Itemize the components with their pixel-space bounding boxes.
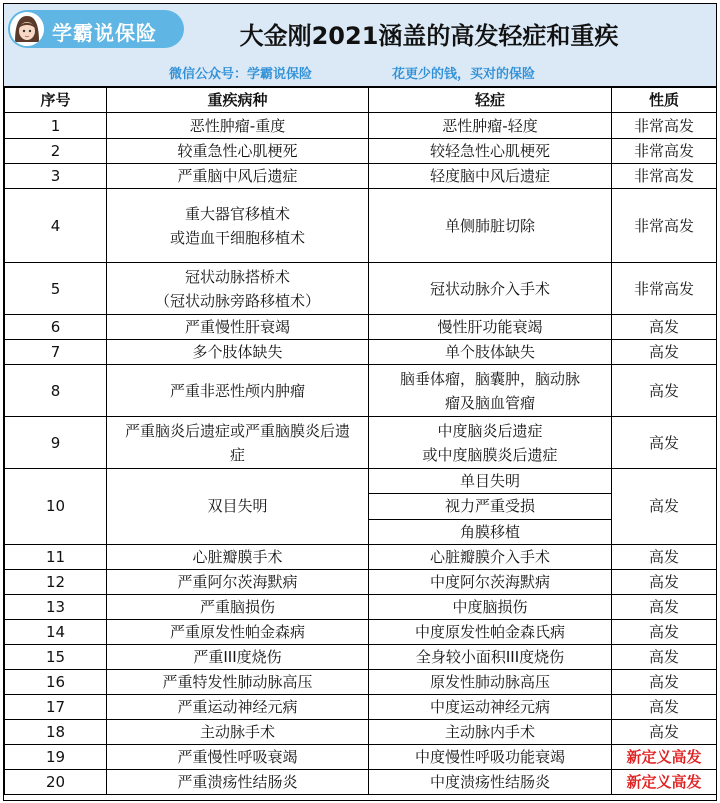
disease-table bbox=[4, 87, 717, 795]
table-row bbox=[5, 365, 717, 417]
table-row bbox=[5, 544, 717, 569]
major-disease-cell-line: 恶性肿瘤-重度 bbox=[189, 116, 286, 135]
major-disease-cell bbox=[107, 594, 369, 619]
major-disease-cell-line: 严重特发性肺动脉高压 bbox=[162, 672, 313, 691]
table-row bbox=[5, 594, 717, 619]
header-banner bbox=[4, 4, 716, 87]
mild-condition-cell-line: 中度溃疡性结肠炎 bbox=[429, 772, 550, 791]
mild-condition-cell bbox=[369, 164, 612, 189]
row-number: 11 bbox=[5, 544, 107, 569]
mild-condition-cell: 角膜移植 bbox=[369, 519, 612, 544]
mild-condition-cell-line: 中度原发性帕金森氏病 bbox=[414, 622, 565, 641]
major-disease-cell bbox=[107, 619, 369, 644]
nature-cell: 高发 bbox=[612, 315, 717, 340]
nature-cell: 高发 bbox=[612, 719, 717, 744]
mild-condition-cell bbox=[369, 544, 612, 569]
table-row bbox=[5, 719, 717, 744]
row-number: 12 bbox=[5, 569, 107, 594]
mild-condition-cell bbox=[369, 669, 612, 694]
nature-cell: 高发 bbox=[612, 544, 717, 569]
row-number: 3 bbox=[5, 164, 107, 189]
table-row bbox=[5, 469, 717, 494]
row-number: 19 bbox=[5, 744, 107, 769]
major-disease-cell-line: 严重III度烧伤 bbox=[193, 647, 282, 666]
mild-condition-cell bbox=[369, 644, 612, 669]
mild-condition-cell bbox=[369, 619, 612, 644]
mild-condition-cell bbox=[369, 189, 612, 263]
nature-cell: 高发 bbox=[612, 644, 717, 669]
major-disease-cell-line: 冠状动脉搭桥术 bbox=[184, 267, 290, 286]
major-disease-cell-line: 重大器官移植术 bbox=[184, 204, 290, 223]
mild-condition-cell-line: 原发性肺动脉高压 bbox=[429, 672, 550, 691]
mild-condition-cell-line: 中度脑损伤 bbox=[452, 597, 528, 616]
row-number: 17 bbox=[5, 694, 107, 719]
row-number: 10 bbox=[5, 469, 107, 545]
mild-condition-cell-line: 中度阿尔茨海默病 bbox=[429, 572, 550, 591]
mild-condition-cell bbox=[369, 694, 612, 719]
major-disease-cell-line: 或造血干细胞移植术 bbox=[169, 228, 305, 247]
major-disease-cell-line: 严重脑中风后遗症 bbox=[177, 167, 298, 185]
brand-logo-text: 学霸说保险 bbox=[52, 21, 157, 45]
cartoon-girl-avatar-icon bbox=[10, 12, 44, 46]
mild-condition-cell-line: 全身较小面积III度烧伤 bbox=[415, 647, 565, 666]
row-number: 16 bbox=[5, 669, 107, 694]
major-disease-cell bbox=[107, 569, 369, 594]
row-number: 13 bbox=[5, 594, 107, 619]
major-disease-cell-line: 较重急性心肌梗死 bbox=[177, 142, 298, 160]
major-disease-cell-line: 心脏瓣膜手术 bbox=[192, 547, 283, 566]
major-disease-cell bbox=[107, 164, 369, 189]
mild-condition-cell-line: 单个肢体缺失 bbox=[444, 343, 535, 361]
row-number: 8 bbox=[5, 365, 107, 417]
row-number: 4 bbox=[5, 189, 107, 263]
nature-cell: 高发 bbox=[612, 619, 717, 644]
major-disease-cell bbox=[107, 644, 369, 669]
major-disease-cell bbox=[107, 365, 369, 417]
major-disease-cell bbox=[107, 769, 369, 794]
row-number: 2 bbox=[5, 139, 107, 164]
mild-condition-cell-line: 脑垂体瘤，脑囊肿，脑动脉 bbox=[399, 369, 580, 388]
table-row bbox=[5, 139, 717, 164]
table-row bbox=[5, 113, 717, 139]
mild-condition-cell bbox=[369, 315, 612, 340]
mild-condition-cell-line: 瘤及脑血管瘤 bbox=[444, 393, 535, 412]
major-disease-cell bbox=[107, 744, 369, 769]
major-disease-cell-line: 严重脑炎后遗症或严重脑膜炎后遗 bbox=[124, 421, 350, 440]
major-disease-cell bbox=[107, 189, 369, 263]
row-number: 5 bbox=[5, 263, 107, 315]
mild-condition-cell-line: 恶性肿瘤-轻度 bbox=[442, 116, 538, 135]
table-row bbox=[5, 569, 717, 594]
major-disease-cell bbox=[107, 263, 369, 315]
major-disease-cell bbox=[107, 669, 369, 694]
major-disease-cell-line: 双目失明 bbox=[207, 497, 268, 516]
page-title: 大金刚2021涵盖的高发轻症和重疾 bbox=[239, 22, 619, 50]
table-row bbox=[5, 644, 717, 669]
mild-condition-cell-line: 冠状动脉介入手术 bbox=[429, 279, 550, 298]
mild-condition-cell-line: 轻度脑中风后遗症 bbox=[429, 167, 550, 185]
major-disease-cell-line: （冠状动脉旁路移植术） bbox=[154, 291, 320, 310]
column-header-number: 序号 bbox=[5, 88, 107, 113]
table-frame bbox=[3, 3, 717, 801]
row-number: 20 bbox=[5, 769, 107, 794]
major-disease-cell-line: 多个肢体缺失 bbox=[192, 343, 283, 361]
nature-cell: 高发 bbox=[612, 694, 717, 719]
row-number: 18 bbox=[5, 719, 107, 744]
nature-cell: 高发 bbox=[612, 669, 717, 694]
major-disease-cell-line: 严重阿尔茨海默病 bbox=[177, 572, 298, 591]
table-row bbox=[5, 769, 717, 794]
nature-cell: 新定义高发 bbox=[612, 769, 717, 794]
major-disease-cell bbox=[107, 694, 369, 719]
nature-cell: 非常高发 bbox=[612, 139, 717, 164]
table-row bbox=[5, 315, 717, 340]
nature-cell: 新定义高发 bbox=[612, 744, 717, 769]
row-number: 9 bbox=[5, 417, 107, 469]
table-row bbox=[5, 669, 717, 694]
nature-cell: 高发 bbox=[612, 417, 717, 469]
mild-condition-cell bbox=[369, 113, 612, 139]
table-row bbox=[5, 417, 717, 469]
column-header-nature: 性质 bbox=[612, 88, 717, 113]
table-row bbox=[5, 189, 717, 263]
mild-condition-cell-line: 慢性肝功能衰竭 bbox=[437, 318, 543, 336]
major-disease-cell-line: 严重慢性肝衰竭 bbox=[184, 318, 290, 336]
major-disease-cell-line: 严重原发性帕金森病 bbox=[169, 622, 305, 641]
mild-condition-cell: 视力严重受损 bbox=[369, 494, 612, 519]
major-disease-cell-line: 严重脑损伤 bbox=[199, 597, 275, 616]
major-disease-cell-line: 严重溃疡性结肠炎 bbox=[177, 772, 298, 791]
mild-condition-cell bbox=[369, 769, 612, 794]
mild-condition-cell-line: 中度运动神经元病 bbox=[429, 697, 550, 716]
row-number: 7 bbox=[5, 340, 107, 365]
major-disease-cell-line: 严重慢性呼吸衰竭 bbox=[177, 747, 298, 766]
mild-condition-cell bbox=[369, 365, 612, 417]
nature-cell: 高发 bbox=[612, 365, 717, 417]
major-disease-cell bbox=[107, 719, 369, 744]
nature-cell: 非常高发 bbox=[612, 189, 717, 263]
major-disease-cell-line: 症 bbox=[229, 445, 245, 464]
nature-cell: 高发 bbox=[612, 340, 717, 365]
row-number: 1 bbox=[5, 113, 107, 139]
nature-cell: 非常高发 bbox=[612, 113, 717, 139]
major-disease-cell bbox=[107, 417, 369, 469]
nature-cell: 非常高发 bbox=[612, 164, 717, 189]
mild-condition-cell bbox=[369, 744, 612, 769]
nature-cell: 高发 bbox=[612, 569, 717, 594]
mild-condition-cell bbox=[369, 569, 612, 594]
row-number: 14 bbox=[5, 619, 107, 644]
nature-cell: 高发 bbox=[612, 594, 717, 619]
mild-condition-cell bbox=[369, 340, 612, 365]
row-number: 6 bbox=[5, 315, 107, 340]
nature-cell: 非常高发 bbox=[612, 263, 717, 315]
nature-cell: 高发 bbox=[612, 469, 717, 545]
column-header-major-disease: 重疾病种 bbox=[107, 88, 369, 113]
table-row bbox=[5, 164, 717, 189]
table-header-row bbox=[5, 88, 717, 113]
table-row bbox=[5, 619, 717, 644]
mild-condition-cell bbox=[369, 594, 612, 619]
row-number: 15 bbox=[5, 644, 107, 669]
mild-condition-cell bbox=[369, 139, 612, 164]
major-disease-cell bbox=[107, 113, 369, 139]
mild-condition-cell bbox=[369, 263, 612, 315]
major-disease-cell-line: 严重非恶性颅内肿瘤 bbox=[169, 381, 305, 400]
table-row bbox=[5, 340, 717, 365]
table-row bbox=[5, 694, 717, 719]
mild-condition-cell-line: 或中度脑膜炎后遗症 bbox=[422, 445, 558, 464]
mild-condition-cell bbox=[369, 719, 612, 744]
major-disease-cell bbox=[107, 315, 369, 340]
mild-condition-cell bbox=[369, 417, 612, 469]
subtitle-slogan: 花更少的钱，买对的保险 bbox=[392, 67, 536, 82]
brand-logo bbox=[8, 10, 184, 48]
table-row bbox=[5, 744, 717, 769]
column-header-mild: 轻症 bbox=[369, 88, 612, 113]
major-disease-cell bbox=[107, 469, 369, 545]
major-disease-cell bbox=[107, 340, 369, 365]
subtitle-wechat: 微信公众号：学霸说保险 bbox=[169, 67, 313, 82]
major-disease-cell bbox=[107, 544, 369, 569]
mild-condition-cell-line: 中度脑炎后遗症 bbox=[437, 421, 543, 440]
major-disease-cell-line: 严重运动神经元病 bbox=[177, 697, 298, 716]
mild-condition-cell-line: 较轻急性心肌梗死 bbox=[429, 142, 550, 160]
mild-condition-cell: 单目失明 bbox=[369, 469, 612, 494]
mild-condition-cell-line: 心脏瓣膜介入手术 bbox=[429, 547, 550, 566]
mild-condition-cell-line: 中度慢性呼吸功能衰竭 bbox=[414, 747, 565, 766]
major-disease-cell-line: 主动脉手术 bbox=[199, 722, 275, 741]
mild-condition-cell-line: 主动脉内手术 bbox=[444, 722, 535, 741]
major-disease-cell bbox=[107, 139, 369, 164]
mild-condition-cell-line: 单侧肺脏切除 bbox=[444, 216, 535, 235]
table-row bbox=[5, 263, 717, 315]
